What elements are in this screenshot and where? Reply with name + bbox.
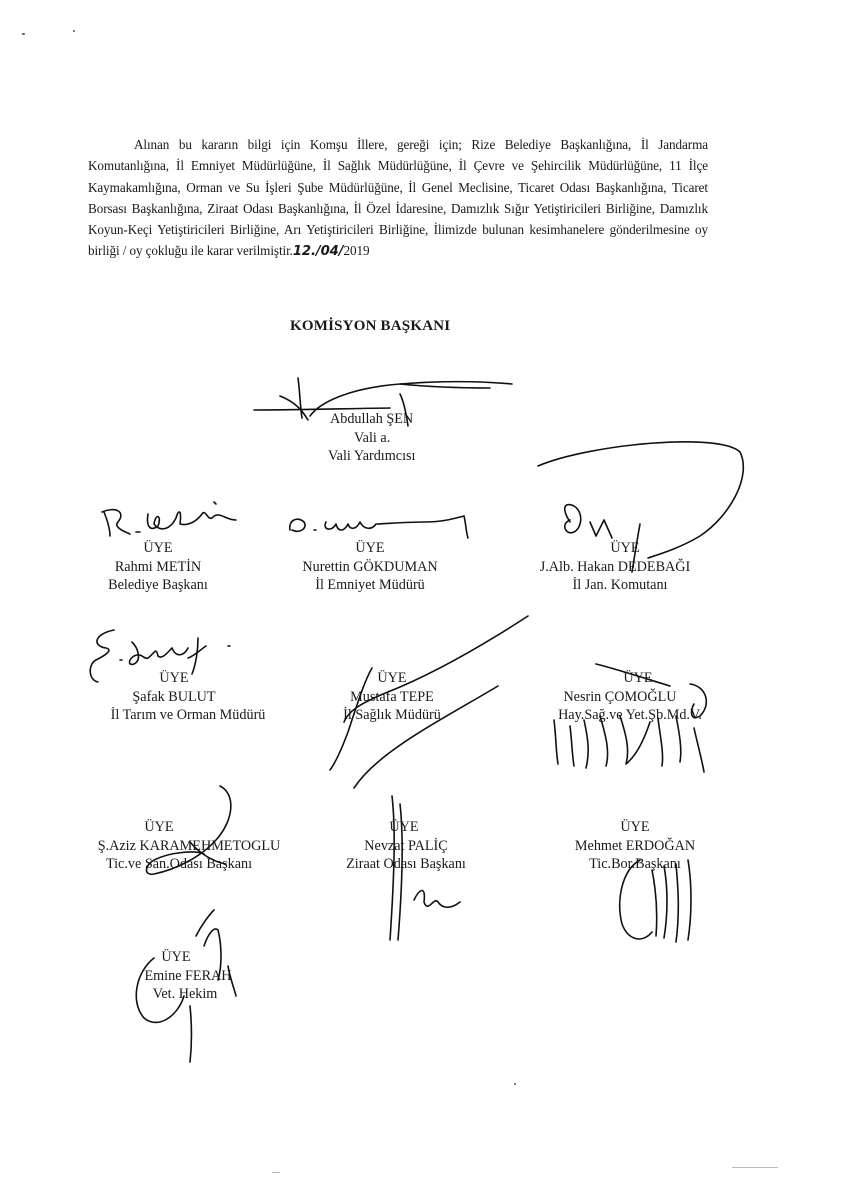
member-name: Nurettin GÖKDUMAN (302, 558, 438, 575)
member-role: ÜYE (144, 819, 174, 835)
member-role: ÜYE (623, 670, 653, 686)
member-title: İl Sağlık Müdürü (343, 707, 441, 724)
member-block-3 (515, 539, 715, 595)
member-block-9 (550, 818, 720, 874)
member-role: ÜYE (159, 670, 189, 686)
member-title: Vet. Hekim (152, 986, 218, 1003)
member-title: Ziraat Odası Başkanı (346, 856, 466, 873)
member-role: ÜYE (610, 540, 640, 556)
member-block-5 (322, 669, 462, 725)
member-title: Tic.ve San.Odası Başkanı (105, 856, 253, 873)
member-role: ÜYE (143, 540, 173, 556)
member-title: Hay.Sağ.ve Yet.Şb.Md.V. (558, 707, 702, 724)
member-title: İl Jan. Komutanı (572, 577, 668, 594)
scan-speck (73, 30, 75, 32)
member-name: Mustafa TEPE (350, 688, 434, 705)
member-name: J.Alb. Hakan DEDEBAĞI (539, 558, 691, 575)
president-name: Abdullah ŞEN (330, 411, 414, 427)
member-block-7 (78, 818, 300, 874)
member-role: ÜYE (389, 819, 419, 835)
member-name: Rahmi METİN (114, 558, 202, 575)
nurettin-gokduman-signature (284, 502, 474, 542)
scan-line (272, 1172, 280, 1173)
member-title: İl Emniyet Müdürü (315, 577, 425, 594)
member-block-8 (326, 818, 486, 874)
member-block-1 (78, 539, 238, 595)
member-role: ÜYE (355, 540, 385, 556)
president-line2: Vali a. (354, 429, 391, 446)
member-name: Şafak BULUT (132, 688, 216, 705)
scan-speck (22, 33, 25, 35)
scan-speck (514, 1083, 516, 1085)
member-block-6 (530, 669, 710, 725)
member-name: Nevzat PALİÇ (364, 837, 448, 854)
member-name: Mehmet ERDOĞAN (574, 837, 696, 854)
member-name: Nesrin ÇOMOĞLU (563, 688, 677, 705)
member-title: Belediye Başkanı (108, 577, 208, 594)
paragraph-text: Alınan bu kararın bilgi için Komşu İllere, gereği için; Rize Belediye Başkanlığına, İl Jandarma Komutanlığına, İl Emniyet Müdürlüğüne, İl Sağlık Müdürlüğüne, İl Çevre ve Şehircilik Müdürlüğüne, 11 İlçe Kaymakamlığına, Orman ve Su İşleri Şube Müdürlüğüne, İl Genel Meclisine, Ticaret Odası Başkanlığına, Ticaret Borsası Başkanlığına, Ziraat Odası Başkanlığına, İl Özel İdaresine, Damızlık Sığır Yetiştiricileri Birliğine, Damızlık Koyun-Keçi Yetiştiricileri Birliğine, Arı Yetiştiricileri Birliğine, İlimizde bulunan kesimhanelere gönderilmesine oy birliği / oy çokluğu ile karar verilmiştir. (88, 137, 708, 259)
president-block (318, 410, 428, 466)
member-title: İl Tarım ve Orman Müdürü (110, 707, 266, 724)
member-role: ÜYE (620, 819, 650, 835)
rahmi-metin-signature (96, 496, 246, 540)
member-title: Tic.Bor.Başkanı (589, 856, 681, 873)
member-block-10 (118, 948, 258, 1004)
president-line3: Vali Yardımcısı (328, 448, 416, 465)
date-year: 2019 (343, 243, 370, 259)
member-name: Ş.Aziz KARAMEHMETOGLU (97, 837, 281, 854)
member-block-2 (280, 539, 460, 595)
member-block-4 (74, 669, 284, 725)
scan-line (732, 1167, 778, 1168)
member-role: ÜYE (161, 949, 191, 965)
member-name: Emine FERAH (144, 967, 232, 984)
commission-president-heading: KOMİSYON BAŞKANI (290, 318, 451, 334)
member-role: ÜYE (377, 670, 407, 686)
handwritten-date: 12./04/ (292, 244, 344, 260)
decision-paragraph (88, 134, 708, 263)
